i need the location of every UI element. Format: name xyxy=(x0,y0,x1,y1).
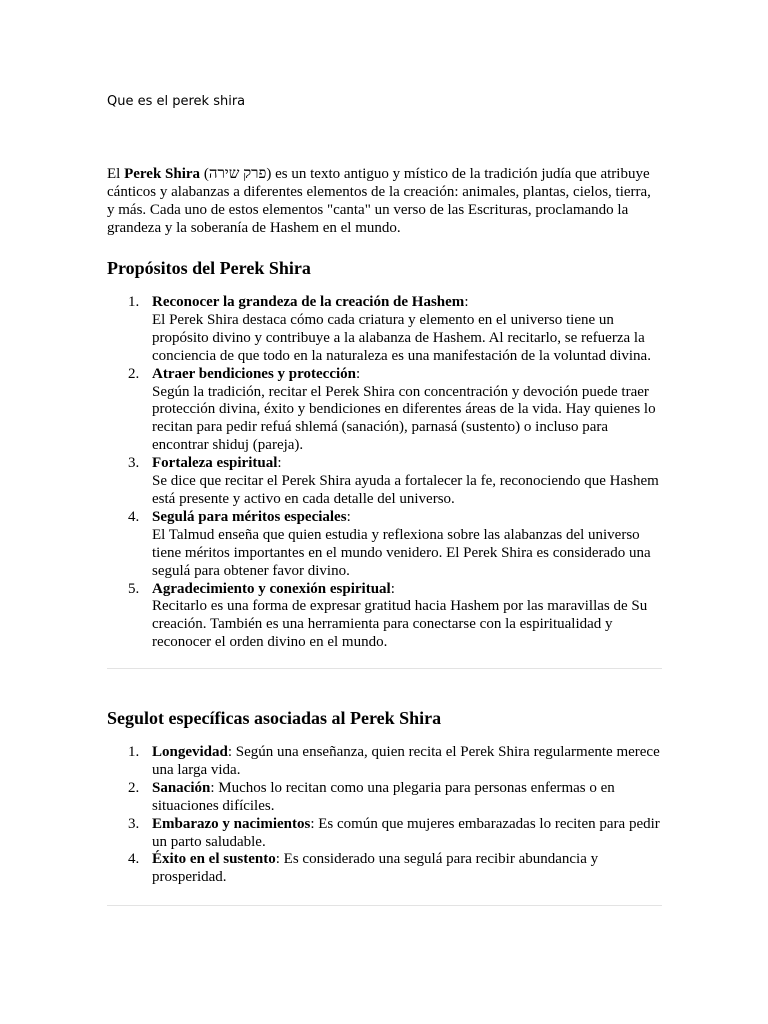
segulot-list xyxy=(107,744,662,887)
item-title: Fortaleza espiritual xyxy=(152,455,278,472)
document-title: Que es el perek shira xyxy=(107,94,246,109)
propositos-list xyxy=(107,294,662,652)
list-number: 2. xyxy=(128,365,140,382)
section-heading-segulot: Segulot específicas asociadas al Perek Shira xyxy=(107,708,442,728)
item-body: Según la tradición, recitar el Perek Shira con concentración y devoción puede traer protección divina, éxito y bendiciones en diferentes áreas de la vida. Hay quienes lo recitan para pedir refuá shlemá (sanación), parnasá (sustento) o incluso para encontrar shiduj (pareja). xyxy=(152,383,656,454)
item-sep: : xyxy=(346,508,351,525)
list-item xyxy=(107,294,662,366)
item-body: Se dice que recitar el Perek Shira ayuda a fortalecer la fe, reconociendo que Hashem está presente y activo en cada detalle del universo. xyxy=(152,473,659,507)
list-item xyxy=(107,851,662,887)
list-item xyxy=(107,780,662,816)
section-divider xyxy=(107,905,662,906)
list-number: 3. xyxy=(128,455,140,472)
item-body: El Perek Shira destaca cómo cada criatura y elemento en el universo tiene un propósito divino y contribuye a la alabanza de Hashem. Al recitarlo, se refuerza la conciencia de que todo en la naturaleza es una manifestación de la voluntad divina. xyxy=(152,311,651,364)
item-title: Sanación xyxy=(152,779,211,796)
item-body: Recitarlo es una forma de expresar gratitud hacia Hashem por las maravillas de Su creación. También es una herramienta para conectarse con la espiritualidad y reconocer el orden divino en el mundo. xyxy=(152,598,648,651)
item-title: Agradecimiento y conexión espiritual xyxy=(152,580,391,597)
list-number: 2. xyxy=(128,779,140,796)
section-heading-propositos: Propósitos del Perek Shira xyxy=(107,258,311,278)
item-sep: : xyxy=(356,365,361,382)
list-item xyxy=(107,581,662,653)
list-item xyxy=(107,455,662,509)
item-sep: : xyxy=(390,580,395,597)
list-number: 1. xyxy=(128,294,140,310)
item-body: : Según una enseñanza, quien recita el Perek Shira regularmente merece una larga vida. xyxy=(152,744,660,778)
list-number: 1. xyxy=(128,744,140,760)
intro-paragraph xyxy=(107,166,662,238)
item-body: El Talmud enseña que quien estudia y reflexiona sobre las alabanzas del universo tiene méritos importantes en el mundo venidero. El Perek Shira es considerado una segulá para obtener favor divino. xyxy=(152,526,651,579)
list-item xyxy=(107,744,662,780)
item-sep: : xyxy=(277,455,282,472)
list-number: 3. xyxy=(128,815,140,832)
list-number: 4. xyxy=(128,851,140,868)
item-sep: : xyxy=(464,294,469,310)
item-title: Embarazo y nacimientos xyxy=(152,815,311,832)
item-title: Reconocer la grandeza de la creación de Hashem xyxy=(152,294,465,310)
list-item xyxy=(107,816,662,852)
item-body: : Es considerado una segulá para recibir abundancia y prosperidad. xyxy=(152,851,599,886)
intro-prefix: El xyxy=(107,166,125,182)
item-title: Éxito en el sustento xyxy=(152,851,276,868)
item-title: Segulá para méritos especiales xyxy=(152,508,347,525)
section-divider xyxy=(107,668,662,669)
item-body: : Es común que mujeres embarazadas lo reciten para pedir un parto saludable. xyxy=(152,815,660,850)
list-item xyxy=(107,509,662,581)
item-body: : Muchos lo recitan como una plegaria para personas enfermas o en situaciones difíciles. xyxy=(152,779,615,814)
intro-term: Perek Shira xyxy=(124,166,201,182)
item-title: Longevidad xyxy=(152,744,228,760)
intro-text: es un texto antiguo y místico de la tradición judía que atribuye cánticos y alabanzas a diferentes elementos de la creación: animales, plantas, cielos, tierra, y más. Cada uno de estos elementos "canta" un verso de las Escrituras, proclamando la grandeza y la soberanía de Hashem en el mundo. xyxy=(107,166,651,236)
list-number: 5. xyxy=(128,580,140,597)
list-item xyxy=(107,366,662,456)
item-title: Atraer bendiciones y protección xyxy=(152,365,357,382)
intro-hebrew: (פרק שירה) xyxy=(200,166,276,182)
list-number: 4. xyxy=(128,508,140,525)
